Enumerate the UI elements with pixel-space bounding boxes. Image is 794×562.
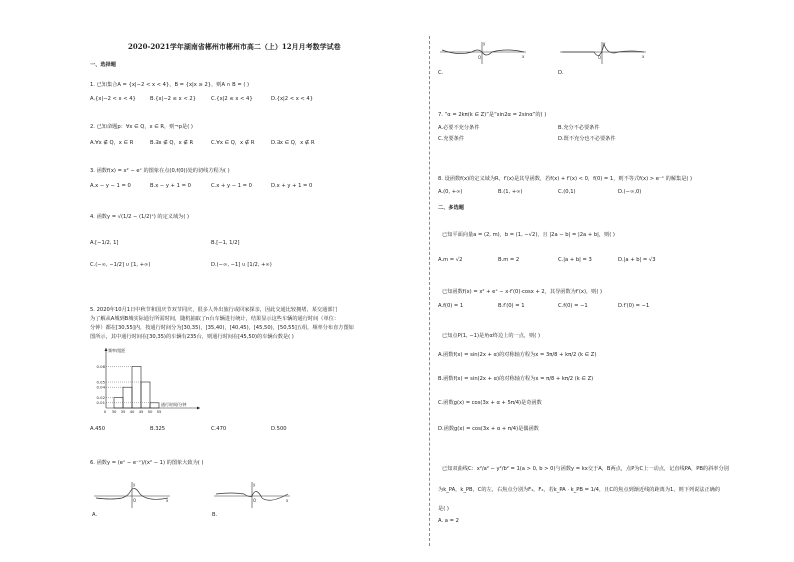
- svg-text:y: y: [253, 482, 256, 487]
- q6-option-d: D.: [558, 70, 564, 76]
- q12-line-2: 为k_PA，k_PB，C的左，右焦点分别为F₁，F₂，若k_PA · k_PB = 1/4，且C的焦点到渐近线的距离为1，则下列说法正确的: [438, 487, 721, 493]
- q7-option-a: A.必要不充分条件: [438, 125, 480, 131]
- q9-option-a: A.m = √2: [438, 257, 463, 263]
- x-axis-arrow: [197, 407, 200, 410]
- q9-option-c: C.|a + b| = 3: [558, 257, 592, 263]
- section-multi-heading: 二、多选题: [438, 205, 464, 211]
- q7-option-b: B.充分不必要条件: [558, 125, 600, 131]
- q5-line-3: 分钟）都在[30,55]内，按通行时间分为[30,35)，[35,40)，[40,45)，[45,50)，[50,55]五组，频率分布直方图如: [90, 325, 354, 331]
- q11-option-d: D.函数g(x) = cos(3x + α + π/4)是偶函数: [438, 426, 539, 432]
- q11-stem: 已知点P(1, −1)是角α终边上的一点，则( ): [442, 333, 540, 339]
- q2-option-d: D.∃x ∈ Q，x ∉ R: [271, 140, 315, 146]
- q7-stem: 7. “α = 2kπ(k ∈ Z)”是“sin2α = 2sinα”的( ): [438, 112, 547, 118]
- svg-text:y: y: [603, 41, 606, 46]
- svg-text:x: x: [286, 498, 289, 503]
- histogram-bar: [123, 387, 132, 408]
- x-axis-label: 通行时间/分钟: [161, 402, 187, 407]
- q5-option-c: C.470: [211, 426, 227, 432]
- q3-option-d: D.x + y + 1 = 0: [271, 183, 313, 189]
- y-tick-label: 0.01: [96, 400, 105, 406]
- q11-option-c: C.函数g(x) = cos(3x + α + 5π/4)是奇函数: [438, 400, 542, 406]
- y-tick-label: 0.08: [96, 363, 105, 369]
- x-tick-label: 40: [129, 409, 135, 414]
- q6-stem: 6. 函数y = (eˣ − e⁻ˣ)/(x² − 1) 的图象大致为( ): [90, 460, 204, 466]
- q1-option-d: D.{x|2 < x < 4}: [271, 96, 314, 102]
- q7-option-d: D.既不充分也不必要条件: [558, 136, 616, 142]
- q8-option-a: A.(0, +∞): [438, 189, 463, 195]
- page-title: 2020-2021学年湖南省郴州市郴州市高二（上）12月月考数学试卷: [128, 42, 341, 51]
- y-tick-label: 0.04: [96, 384, 105, 390]
- q2-stem: 2. 已知命题p：∀x ∈ Q，x ∈ R，则¬p是( ): [90, 124, 193, 130]
- svg-text:O: O: [253, 498, 257, 503]
- q3-option-c: C.x + y − 1 = 0: [211, 183, 252, 189]
- y-axis-label: 频率/组距: [108, 348, 126, 353]
- y-tick-label: 0.05: [96, 379, 105, 385]
- x-tick-label: 50: [147, 409, 153, 414]
- q11-option-b: B.函数f(x) = sin(2x + α)的对称轴方程为x = π/8 + kπ/2 (k ∈ Z): [438, 376, 594, 382]
- q3-option-b: B.x − y + 1 = 0: [150, 183, 191, 189]
- x-tick-label: 0: [103, 409, 107, 414]
- q12-line-1: 已知双曲线C：x²/a² − y²/b² = 1(a > 0, b > 0)与函数y = kx交于A，B两点，点P为C上一动点，记直线PA，PB的斜率分别: [442, 466, 729, 472]
- svg-text:x: x: [642, 54, 645, 59]
- q5-line-4: 图所示，其中通行时间在[30,35)的车辆有235台，则通行时间在[45,50)的车辆台数是( ): [90, 334, 294, 340]
- x-tick-label: 30: [111, 409, 117, 414]
- q3-stem: 3. 函数f(x) = x² − eˣ 的图象在点(0,f(0))处的切线方程为( ): [90, 168, 230, 174]
- q4-option-b: B.[−1, 1/2]: [211, 240, 240, 246]
- q9-option-b: B.m = 2: [498, 257, 520, 263]
- svg-text:x: x: [522, 54, 525, 59]
- q5-option-d: D.500: [271, 426, 287, 432]
- histogram-bar: [132, 366, 141, 408]
- svg-text:x: x: [166, 498, 169, 503]
- q6-graph-c: [438, 40, 528, 66]
- x-tick-label: 35: [120, 409, 126, 414]
- svg-text:O: O: [598, 55, 602, 60]
- histogram-bar: [150, 403, 159, 408]
- q2-option-c: C.∀x ∈ Q，x ∉ R: [211, 140, 255, 146]
- svg-text:y: y: [483, 41, 486, 46]
- q6-option-a: A.: [92, 512, 98, 518]
- q6-option-c: C.: [438, 70, 444, 76]
- q2-option-a: A.∀x ∉ Q，x ∈ R: [90, 140, 134, 146]
- frequency-histogram: [88, 344, 208, 420]
- histogram-bar: [141, 382, 150, 408]
- svg-text:O: O: [478, 55, 482, 60]
- q9-stem: 已知平面向量a = (2, m)，b = (1, −√2)，且 |2a − b| = |2a + b|，则( ): [442, 232, 615, 238]
- q10-stem: 已知函数f(x) = x² + eˣ − x·f′(0)·cosx + 2，其导函数为f′(x)，则( ): [442, 289, 603, 295]
- q8-option-b: B.(1, +∞): [498, 189, 523, 195]
- q7-option-c: C.充要条件: [438, 136, 465, 142]
- q12-line-3: 是( ): [438, 506, 449, 512]
- q6-option-b: B.: [212, 512, 218, 518]
- q4-option-a: A.[−1/2, 1]: [90, 240, 119, 246]
- q1-option-a: A.{x|−2 < x < 4}: [90, 96, 136, 102]
- q5-option-b: B.325: [150, 426, 166, 432]
- q5-option-a: A.450: [90, 426, 106, 432]
- q9-option-d: D.|a + b| = √3: [618, 257, 656, 263]
- q8-option-d: D.(−∞,0): [618, 189, 642, 195]
- q12-option-a: A. a = 2: [438, 518, 459, 524]
- right-column: [430, 0, 794, 562]
- q2-option-b: B.∃x ∉ Q，x ∉ R: [150, 140, 194, 146]
- q1-option-b: B.{x|−2 ≤ x < 2}: [150, 96, 196, 102]
- x-tick-label: 45: [138, 409, 144, 414]
- q8-stem: 8. 设函数f(x)的定义域为R，f′(x)是其导函数，若f(x) + f′(x) < 0，f(0) = 1，则不等式f(x) > e⁻ˣ 的解集是( ): [438, 176, 693, 182]
- svg-text:O: O: [133, 498, 137, 503]
- q4-option-d: D.(−∞, −1] ∪ [1/2, +∞): [211, 262, 272, 268]
- q10-option-b: B.f′(0) = 1: [498, 303, 525, 309]
- q5-line-2: 为了解从A城到B城实际通行所需时间，随机抽取了n台车辆进行统计，结果显示这些车辆的通行时间（单位：: [90, 316, 340, 322]
- q8-option-c: C.(0,1): [558, 189, 576, 195]
- q6-graph-a: [92, 480, 172, 510]
- q10-option-a: A.f(0) = 1: [438, 303, 464, 309]
- q1-stem: 1. 已知集合A = {x|−2 < x < 4}，B = {x|x ≥ 2}，则A ∩ B = ( ): [90, 82, 250, 88]
- q10-option-d: D.f′(0) = −1: [618, 303, 650, 309]
- x-tick-label: 55: [156, 409, 162, 414]
- q5-line-1: 5. 2020年10月1日中秋节和国庆节双节同庆，很多人外出旅行或回家探亲，因此交通比较拥堵，某交通部门: [90, 307, 338, 313]
- section-choice-heading: 一、选择题: [90, 62, 116, 68]
- q4-option-c: C.(−∞, −1/2] ∪ [1, +∞): [90, 262, 151, 268]
- q4-stem: 4. 函数y = √(1/2 − (1/2)ˣ) 的定义域为( ): [90, 214, 190, 220]
- svg-text:y: y: [133, 482, 136, 487]
- q6-graph-d: [558, 40, 648, 66]
- q11-option-a: A.函数f(x) = sin(2x + α)的对称轴方程为x = 3π/8 + kπ/2 (k ∈ Z): [438, 352, 597, 358]
- q3-option-a: A.x − y − 1 = 0: [90, 183, 131, 189]
- q6-graph-b: [212, 480, 292, 510]
- y-tick-label: 0.02: [96, 395, 105, 400]
- q10-option-c: C.f(0) = −1: [558, 303, 588, 309]
- q1-option-c: C.{x|2 ≤ x < 4}: [211, 96, 253, 102]
